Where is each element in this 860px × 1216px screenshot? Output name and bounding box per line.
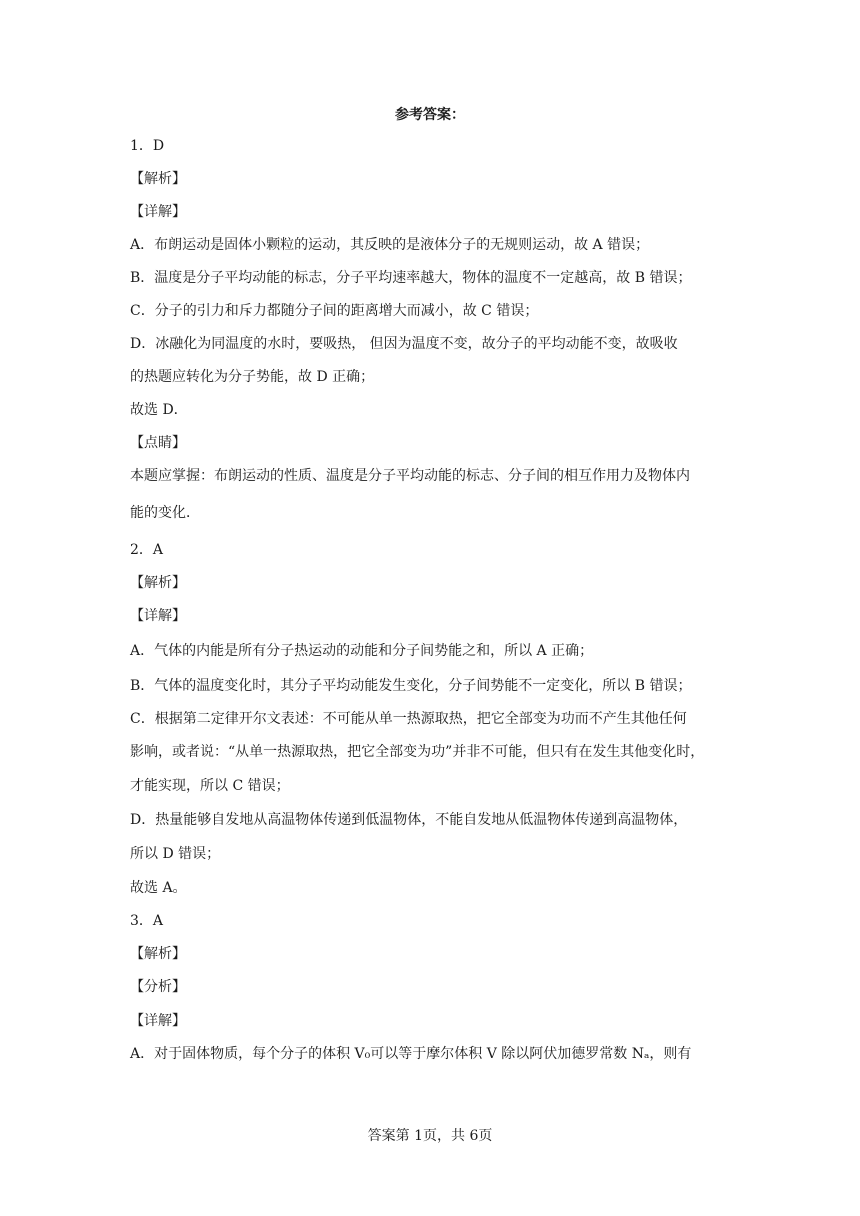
text-line: 【解析】 [130,171,186,187]
text-line: B．温度是分子平均动能的标志，分子平均速率越大，物体的温度不一定越高，故 B 错误； [130,270,692,286]
page-title: 参考答案： [395,107,465,123]
text-line: D．冰融化为同温度的水时，要吸热， 但因为温度不变，故分子的平均动能不变，故吸收 [130,336,678,352]
text-line: 本题应掌握：布朗运动的性质、温度是分子平均动能的标志、分子间的相互作用力及物体内 [130,468,690,484]
text-line: 【详解】 [130,608,186,624]
text-line: C．根据第二定律开尔文表述：不可能从单一热源取热，把它全部变为功而不产生其他任何 [130,711,687,727]
text-line: 【点睛】 [130,435,186,451]
text-line: 【分析】 [130,979,186,995]
text-line: 【解析】 [130,575,186,591]
text-line: 的热题应转化为分子势能，故 D 正确； [130,369,375,385]
text-line: 【解析】 [130,946,186,962]
text-line: 1．D [130,138,165,154]
text-line: B．气体的温度变化时，其分子平均动能发生变化，分子间势能不一定变化，所以 B 错误； [130,678,692,694]
text-line: 【详解】 [130,1013,186,1029]
text-line: A．气体的内能是所有分子热运动的动能和分子间势能之和，所以 A 正确； [130,643,594,659]
text-line: 所以 D 错误； [130,846,221,862]
text-line: 2．A [130,542,164,558]
text-line: D．热量能够自发地从高温物体传递到低温物体，不能自发地从低温物体传递到高温物体， [130,812,688,828]
text-line: 故选 A。 [130,880,187,896]
text-line: 故选 D． [130,402,188,418]
text-line: C．分子的引力和斥力都随分子间的距离增大而减小，故 C 错误； [130,303,539,319]
text-line: 3．A [130,913,164,929]
text-line: A．布朗运动是固体小颗粒的运动，其反映的是液体分子的无规则运动，故 A 错误； [130,237,650,253]
page-footer: 答案第 1页，共 6页 [367,1128,493,1144]
text-line: A．对于固体物质，每个分子的体积 V₀可以等于摩尔体积 V 除以阿伏加德罗常数 Nₐ，则有 [130,1046,692,1062]
text-line: 才能实现，所以 C 错误； [130,778,290,794]
text-line: 影响，或者说：“从单一热源取热，把它全部变为功”并非不可能，但只有在发生其他变化时， [130,744,705,760]
text-line: 能的变化． [130,505,200,521]
text-line: 【详解】 [130,204,186,220]
